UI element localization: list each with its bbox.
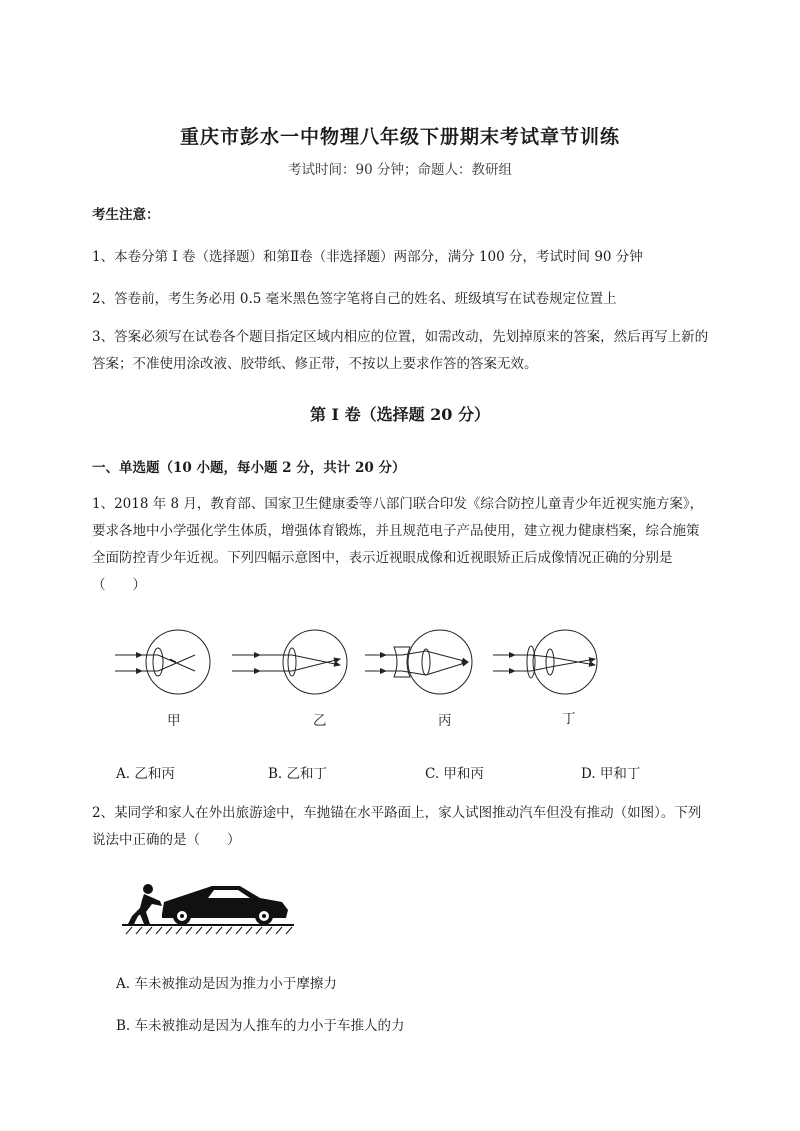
question-1-text: 1、2018 年 8 月，教育部、国家卫生健康委等八部门联合印发《综合防控儿童青少年近视实施方案》，要求各地中小学强化学生体质，增强体育锻炼，并且规范电子产品使用，建立视力健康档案，综合施策全面防控青少年近视。下列四幅示意图中，表示近视眼成像和近视眼矫正后成像情况正确的分别是（ ） xyxy=(92,496,704,593)
section-title: 第 I 卷（选择题 20 分） xyxy=(309,405,491,424)
figure-label-ding: 丁 xyxy=(562,711,576,727)
eye-diagram-bing xyxy=(365,630,472,694)
person-silhouette xyxy=(128,884,162,924)
notice-heading: 考生注意： xyxy=(92,207,160,223)
q2-option-b[interactable]: B. 车未被推动是因为人推车的力小于车推人的力 xyxy=(116,1018,405,1034)
exam-info: 考试时间：90 分钟；命题人：教研组 xyxy=(288,162,512,178)
car-push-figure xyxy=(122,876,297,936)
q1-option-d[interactable]: D. 甲和丁 xyxy=(581,766,641,782)
notice-item-3: 3、答案必须写在试卷各个题目指定区域内相应的位置，如需改动，先划掉原来的答案，然后再写上新的答案；不准使用涂改液、胶带纸、修正带，不按以上要求作答的答案无效。 xyxy=(92,329,709,372)
notice-item-2: 2、答卷前，考生务必用 0.5 毫米黑色签字笔将自己的姓名、班级填写在试卷规定位置上 xyxy=(92,291,617,307)
q1-option-a[interactable]: A. 乙和丙 xyxy=(116,766,175,782)
eye-diagram-yi xyxy=(232,630,347,694)
part-heading: 一、单选题（10 小题，每小题 2 分，共计 20 分） xyxy=(92,460,406,476)
car-silhouette xyxy=(162,886,288,925)
question-2-text: 2、某同学和家人在外出旅游途中，车抛锚在水平路面上，家人试图推动汽车但没有推动（如图）。下列说法中正确的是（ ） xyxy=(92,805,702,848)
eye-diagram-jia xyxy=(115,630,210,694)
page-title: 重庆市彭水一中物理八年级下册期末考试章节训练 xyxy=(179,126,620,148)
eye-diagram-ding xyxy=(493,630,597,694)
figure-label-bing: 丙 xyxy=(438,713,452,729)
q2-option-a[interactable]: A. 车未被推动是因为推力小于摩擦力 xyxy=(116,976,337,992)
figure-label-jia: 甲 xyxy=(167,713,181,729)
notice-item-1: 1、本卷分第 I 卷（选择题）和第Ⅱ卷（非选择题）两部分，满分 100 分，考试时间 90 分钟 xyxy=(92,249,643,265)
figure-label-yi: 乙 xyxy=(313,713,327,729)
q1-option-b[interactable]: B. 乙和丁 xyxy=(268,766,328,782)
q1-option-c[interactable]: C. 甲和丙 xyxy=(425,766,484,782)
eye-diagrams-figure xyxy=(110,625,620,710)
